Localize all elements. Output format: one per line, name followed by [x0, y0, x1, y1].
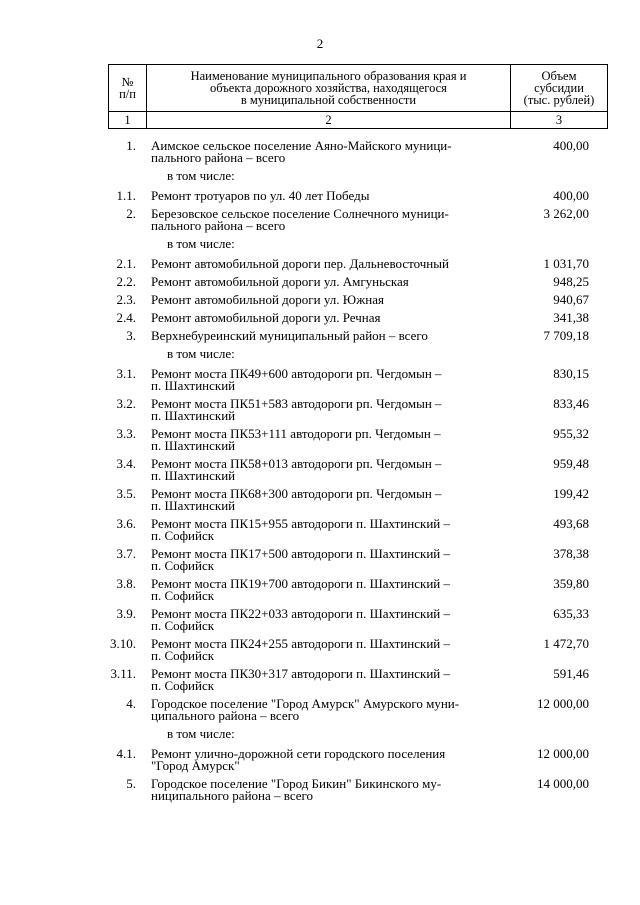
- row-value: 493,68: [553, 516, 589, 531]
- row-number: 2.: [126, 206, 136, 221]
- row-value: 359,80: [553, 576, 589, 591]
- row-number: 3.11.: [110, 666, 136, 681]
- row-name: Ремонт моста ПК19+700 автодороги п. Шахтинский – п. Софийск: [151, 576, 450, 603]
- row-number: 3.2.: [116, 396, 136, 411]
- row-value: 955,32: [553, 426, 589, 441]
- row-number: 2.3.: [116, 292, 136, 307]
- row-name: Ремонт автомобильной дороги ул. Южная: [151, 292, 384, 307]
- row-value: 378,38: [553, 546, 589, 561]
- row-number: 4.1.: [116, 746, 136, 761]
- row-value: 635,33: [553, 606, 589, 621]
- header-index-3: 3: [511, 112, 608, 129]
- row-value: 3 262,00: [543, 206, 589, 221]
- row-value: 12 000,00: [537, 746, 589, 761]
- row-number: 3.9.: [116, 606, 136, 621]
- row-name: Городское поселение "Город Бикин" Бикинского му- ниципального района – всего: [151, 776, 442, 803]
- header-index-2: 2: [147, 112, 511, 129]
- header-col-volume: Объем субсидии (тыс. рублей): [511, 65, 608, 112]
- subheading-label: в том числе:: [167, 168, 235, 183]
- row-name: Березовское сельское поселение Солнечного муници- пального района – всего: [151, 206, 449, 233]
- header-index-1: 1: [109, 112, 147, 129]
- row-name: Ремонт моста ПК49+600 автодороги рп. Чегдомын – п. Шахтинский: [151, 366, 442, 393]
- page-number: 2: [316, 36, 324, 51]
- row-number: 2.2.: [116, 274, 136, 289]
- header-col-number: № п/п: [109, 65, 147, 112]
- row-number: 3.8.: [116, 576, 136, 591]
- row-number: 3.1.: [116, 366, 136, 381]
- row-name: Аимское сельское поселение Аяно-Майского муници- пального района – всего: [151, 138, 452, 165]
- row-number: 3.6.: [116, 516, 136, 531]
- row-name: Ремонт автомобильной дороги пер. Дальневосточный: [151, 256, 449, 271]
- row-name: Ремонт моста ПК30+317 автодороги п. Шахтинский – п. Софийск: [151, 666, 450, 693]
- row-value: 400,00: [553, 138, 589, 153]
- row-name: Ремонт моста ПК17+500 автодороги п. Шахтинский – п. Софийск: [151, 546, 450, 573]
- row-number: 2.1.: [116, 256, 136, 271]
- row-name: Верхнебуреинский муниципальный район – всего: [151, 328, 428, 343]
- row-number: 3.3.: [116, 426, 136, 441]
- row-value: 199,42: [553, 486, 589, 501]
- row-name: Ремонт моста ПК22+033 автодороги п. Шахтинский – п. Софийск: [151, 606, 450, 633]
- table-header: [108, 64, 608, 129]
- row-name: Ремонт моста ПК68+300 автодороги рп. Чегдомын – п. Шахтинский: [151, 486, 442, 513]
- row-value: 940,67: [553, 292, 589, 307]
- row-number: 4.: [126, 696, 136, 711]
- row-value: 1 472,70: [543, 636, 589, 651]
- row-value: 341,38: [553, 310, 589, 325]
- row-name: Ремонт улично-дорожной сети городского поселения "Город Амурск": [151, 746, 446, 773]
- row-number: 3.10.: [110, 636, 136, 651]
- row-name: Ремонт тротуаров по ул. 40 лет Победы: [151, 188, 370, 203]
- subheading-label: в том числе:: [167, 236, 235, 251]
- row-value: 400,00: [553, 188, 589, 203]
- header-col-name: Наименование муниципального образования края и объекта дорожного хозяйства, находящегося в муниципальной собственности: [147, 65, 511, 112]
- row-value: 833,46: [553, 396, 589, 411]
- row-name: Ремонт моста ПК58+013 автодороги рп. Чегдомын – п. Шахтинский: [151, 456, 442, 483]
- row-number: 1.: [126, 138, 136, 153]
- row-number: 5.: [126, 776, 136, 791]
- row-value: 948,25: [553, 274, 589, 289]
- row-number: 3.: [126, 328, 136, 343]
- row-number: 2.4.: [116, 310, 136, 325]
- subheading-label: в том числе:: [167, 346, 235, 361]
- row-number: 1.1.: [116, 188, 136, 203]
- row-name: Городское поселение "Город Амурск" Амурского муни- ципального района – всего: [151, 696, 460, 723]
- row-value: 1 031,70: [543, 256, 589, 271]
- row-name: Ремонт моста ПК15+955 автодороги п. Шахтинский – п. Софийск: [151, 516, 450, 543]
- row-value: 12 000,00: [537, 696, 589, 711]
- row-number: 3.7.: [116, 546, 136, 561]
- row-name: Ремонт моста ПК24+255 автодороги п. Шахтинский – п. Софийск: [151, 636, 450, 663]
- row-name: Ремонт моста ПК53+111 автодороги рп. Чегдомын – п. Шахтинский: [151, 426, 441, 453]
- subheading-label: в том числе:: [167, 726, 235, 741]
- row-value: 14 000,00: [537, 776, 589, 791]
- row-value: 830,15: [553, 366, 589, 381]
- row-value: 7 709,18: [543, 328, 589, 343]
- row-name: Ремонт автомобильной дороги ул. Амгуньская: [151, 274, 409, 289]
- row-value: 591,46: [553, 666, 589, 681]
- row-number: 3.5.: [116, 486, 136, 501]
- row-name: Ремонт моста ПК51+583 автодороги рп. Чегдомын – п. Шахтинский: [151, 396, 442, 423]
- row-number: 3.4.: [116, 456, 136, 471]
- row-name: Ремонт автомобильной дороги ул. Речная: [151, 310, 381, 325]
- row-value: 959,48: [553, 456, 589, 471]
